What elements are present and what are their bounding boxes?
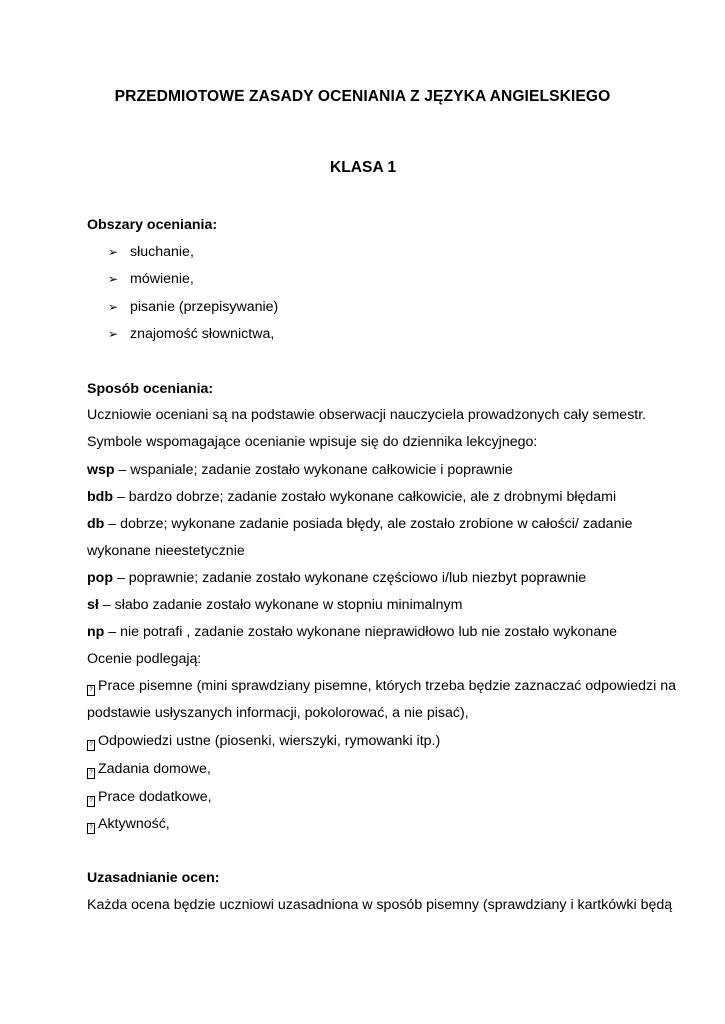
subject-heading: Ocenie podlegają: bbox=[87, 651, 202, 667]
list-item: ➢ mówienie, bbox=[108, 271, 194, 287]
symbol-row: bdb – bardzo dobrze; zadanie zostało wykonane całkowicie, ale z drobnymi błędami bbox=[87, 489, 617, 505]
arrow-bullet-icon: ➢ bbox=[108, 300, 119, 314]
missing-glyph-icon: ? bbox=[87, 768, 95, 779]
symbol-row: wsp – wspaniale; zadanie zostało wykonane całkowicie i poprawnie bbox=[87, 462, 513, 478]
missing-glyph-icon: ? bbox=[87, 685, 95, 696]
list-item: ➢ znajomość słownictwa, bbox=[108, 326, 275, 342]
subject-item: ? Zadania domowe, bbox=[87, 760, 211, 779]
subject-item: ? Prace dodatkowe, bbox=[87, 788, 212, 807]
method-line: Uczniowie oceniani są na podstawie obserwacji nauczyciela prowadzonych cały semestr. bbox=[87, 407, 647, 423]
subject-item: ? Aktywność, bbox=[87, 815, 170, 834]
subject-item-continuation: podstawie usłyszanych informacji, pokolorować, a nie pisać), bbox=[87, 705, 469, 721]
missing-glyph-icon: ? bbox=[87, 823, 95, 834]
symbol-row: db – dobrze; wykonane zadanie posiada błędy, ale zostało zrobione w całości/ zadanie bbox=[87, 516, 633, 532]
missing-glyph-icon: ? bbox=[87, 740, 95, 751]
list-item: ➢ pisanie (przepisywanie) bbox=[108, 299, 279, 315]
areas-heading: Obszary oceniania: bbox=[87, 217, 218, 233]
document-subtitle: KLASA 1 bbox=[330, 159, 397, 176]
subject-item: ? Odpowiedzi ustne (piosenki, wierszyki, rymowanki itp.) bbox=[87, 732, 440, 751]
symbol-row: pop – poprawnie; zadanie zostało wykonane częściowo i/lub niezbyt poprawnie bbox=[87, 570, 587, 586]
arrow-bullet-icon: ➢ bbox=[108, 327, 119, 341]
subject-item: ? Prace pisemne (mini sprawdziany pisemne, których trzeba będzie zaznaczać odpowiedzi na bbox=[87, 677, 676, 696]
arrow-bullet-icon: ➢ bbox=[108, 245, 119, 259]
justification-heading: Uzasadnianie ocen: bbox=[87, 870, 220, 886]
symbol-row: wykonane nieestetycznie bbox=[87, 543, 245, 559]
symbol-row: sł – słabo zadanie zostało wykonane w stopniu minimalnym bbox=[87, 597, 463, 613]
justification-line: Każda ocena będzie uczniowi uzasadniona w sposób pisemny (sprawdziany i kartkówki będą bbox=[87, 897, 673, 913]
arrow-bullet-icon: ➢ bbox=[108, 272, 119, 286]
missing-glyph-icon: ? bbox=[87, 796, 95, 807]
method-heading: Sposób oceniania: bbox=[87, 381, 214, 397]
method-line: Symbole wspomagające ocenianie wpisuje się do dziennika lekcyjnego: bbox=[87, 434, 538, 450]
document-title: PRZEDMIOTOWE ZASADY OCENIANIA Z JĘZYKA ANGIELSKIEGO bbox=[114, 88, 611, 105]
list-item: ➢ słuchanie, bbox=[108, 244, 194, 260]
symbol-row: np – nie potrafi , zadanie zostało wykonane nieprawidłowo lub nie zostało wykonane bbox=[87, 624, 617, 640]
